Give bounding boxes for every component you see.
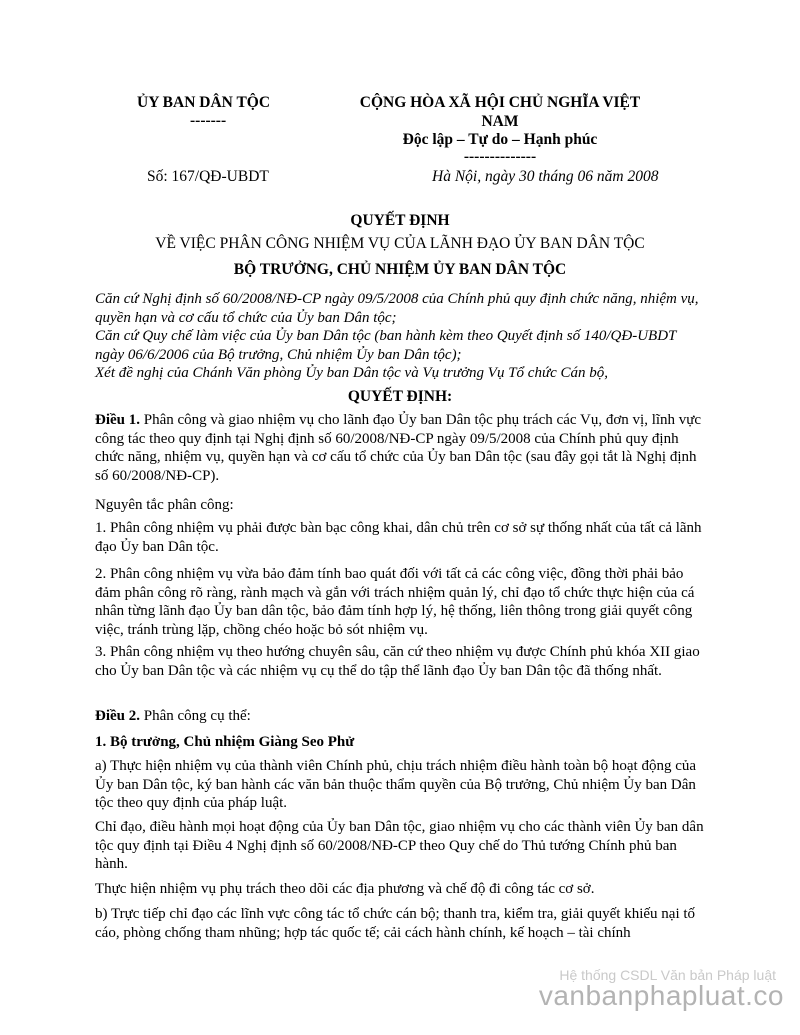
principle-text: 1. Phân công nhiệm vụ phải được bàn bạc công khai, dân chủ trên cơ sở sự thống nhất của tất cả lãnh đạo Ủy ban Dân tộc. (95, 520, 702, 555)
principle-1 (95, 519, 707, 556)
principle-2 (95, 565, 707, 639)
article-2-text: Phân công cụ thể: (140, 708, 251, 724)
preamble-line: Xét đề nghị của Chánh Văn phòng Ủy ban Dân tộc và Vụ trưởng Vụ Tổ chức Cán bộ, (95, 365, 609, 382)
place-and-date: Hà Nội, ngày 30 tháng 06 năm 2008 (432, 168, 659, 185)
preamble-line: Căn cứ Quy chế làm việc của Ủy ban Dân tộc (ban hành kèm theo Quyết định số 140/QĐ-UBDT ngày 06/6/2006 của Bộ trưởng, Chủ nhiệm Ủy ban Dân tộc); (95, 328, 677, 363)
principle-text: 3. Phân công nhiệm vụ theo hướng chuyên sâu, căn cứ theo nhiệm vụ được Chính phủ khóa XII giao cho Ủy ban Dân tộc và các nhiệm vụ cụ thể do tập thể lãnh đạo Ủy ban Dân tộc đã thống nhất. (95, 644, 700, 679)
preamble (95, 290, 707, 383)
national-motto: Độc lập – Tự do – Hạnh phúc (402, 131, 598, 148)
article-1-text: Phân công và giao nhiệm vụ cho lãnh đạo Ủy ban Dân tộc phụ trách các Vụ, đơn vị, lĩnh vực công tác theo quy định tại Nghị định số 60/2008/NĐ-CP ngày 09/5/2008 của Chính phủ quy định chức năng, nhiệm vụ, quyền hạn và cơ cấu tổ chức của Ủy ban Dân tộc (sau đây gọi tắt là Nghị định số 60/2008/NĐ-CP). (95, 412, 702, 484)
issuing-authority: BỘ TRƯỞNG, CHỦ NHIỆM ỦY BAN DÂN TỘC (233, 261, 567, 278)
article-1 (95, 411, 707, 485)
paragraph: Thực hiện nhiệm vụ phụ trách theo dõi các địa phương và chế độ đi công tác cơ sở. (95, 881, 595, 897)
document-type-title: QUYẾT ĐỊNH (350, 212, 450, 229)
national-title-line2: NAM (481, 113, 519, 130)
document-number: Số: 167/QĐ-UBDT (147, 168, 269, 185)
watermark-caption: Hệ thống CSDL Văn bản Pháp luật (559, 967, 776, 983)
principle-3 (95, 643, 707, 680)
document-subject: VỀ VIỆC PHÂN CÔNG NHIỆM VỤ CỦA LÃNH ĐẠO ỦY BAN DÂN TỘC (155, 235, 645, 252)
section-1-heading-text: 1. Bộ trưởng, Chủ nhiệm Giàng Seo Phử (95, 734, 355, 750)
principles-intro (95, 496, 707, 515)
section-1-heading (95, 733, 707, 752)
section-1-para-b (95, 905, 707, 942)
section-1-para-localities (95, 880, 707, 899)
article-2-label: Điều 2. (95, 708, 140, 724)
section-1-para-direction (95, 818, 707, 874)
paragraph: a) Thực hiện nhiệm vụ của thành viên Chính phủ, chịu trách nhiệm điều hành toàn bộ hoạt động của Ủy ban Dân tộc, ký ban hành các văn bản thuộc thẩm quyền của Bộ trưởng, Chủ nhiệm Ủy ban Dân tộc theo quy định của pháp luật. (95, 758, 697, 812)
article-2 (95, 707, 707, 726)
section-1-para-a (95, 757, 707, 813)
article-1-label: Điều 1. (95, 412, 140, 428)
issuing-agency: ỦY BAN DÂN TỘC (137, 94, 271, 111)
decision-heading: QUYẾT ĐỊNH: (347, 388, 453, 405)
issuing-agency-rule: ------- (190, 112, 227, 129)
principles-intro-text: Nguyên tắc phân công: (95, 497, 234, 513)
principle-text: 2. Phân công nhiệm vụ vừa bảo đảm tính bao quát đối với tất cả các công việc, đồng thời phải bảo đảm phân công rõ ràng, rành mạch và gắn với trách nhiệm quản lý, chỉ đạo tổ chức thực hiện của cá nhân từng lãnh đạo Ủy ban dân tộc, bảo đảm tính hợp lý, hệ thống, liên thông trong giải quyết công việc, tránh trùng lặp, chồng chéo hoặc bỏ sót nhiệm vụ. (95, 566, 695, 638)
national-motto-rule: -------------- (463, 148, 537, 165)
paragraph: Chỉ đạo, điều hành mọi hoạt động của Ủy ban Dân tộc, giao nhiệm vụ cho các thành viên Ủy ban dân tộc quy định tại Điều 4 Nghị định số 60/2008/NĐ-CP theo Quy chế do Thủ tướng Chính phủ ban hành. (95, 819, 704, 873)
preamble-line: Căn cứ Nghị định số 60/2008/NĐ-CP ngày 09/5/2008 của Chính phủ quy định chức năng, nhiệm vụ, quyền hạn và cơ cấu tổ chức của Ủy ban Dân tộc; (95, 291, 699, 326)
paragraph: b) Trực tiếp chỉ đạo các lĩnh vực công tác tổ chức cán bộ; thanh tra, kiểm tra, giải quyết khiếu nại tố cáo, phòng chống tham nhũng; hợp tác quốc tế; cải cách hành chính, kế hoạch – tài chính (95, 906, 696, 941)
national-title: CỘNG HÒA XÃ HỘI CHỦ NGHĨA VIỆT (359, 94, 641, 111)
watermark-site: vanbanphapluat.co (538, 980, 784, 1011)
